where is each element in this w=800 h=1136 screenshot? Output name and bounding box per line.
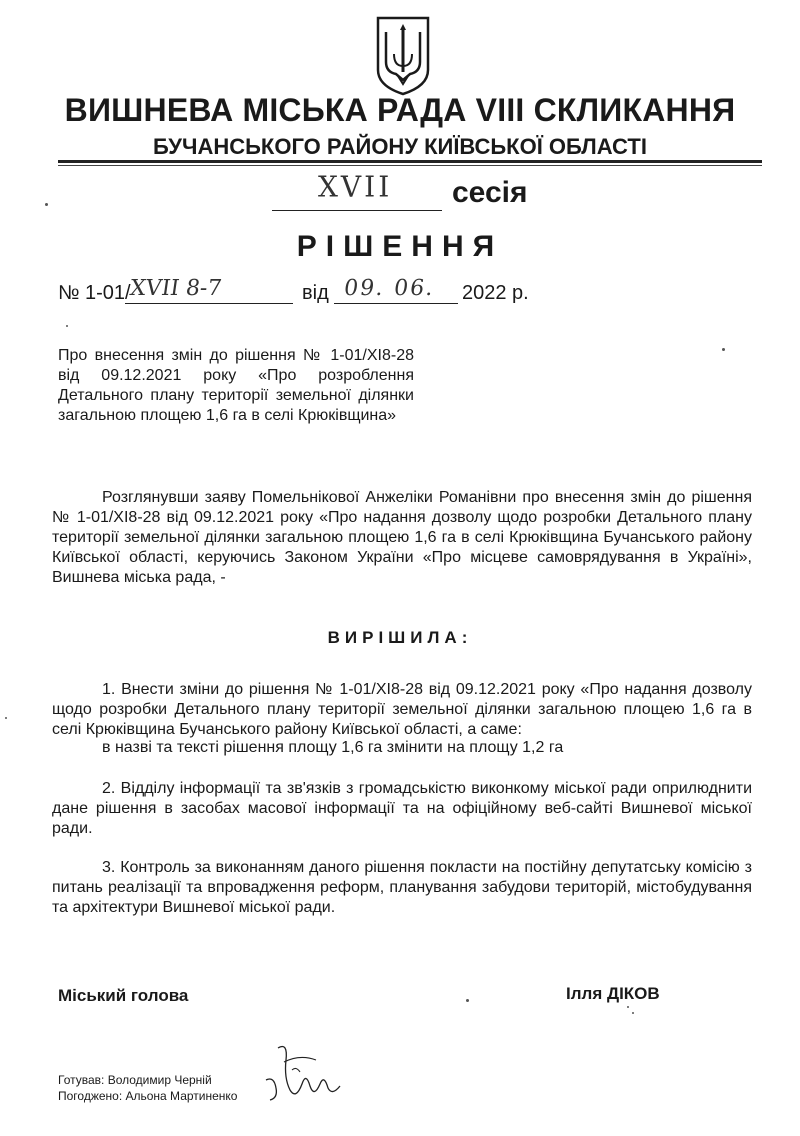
preamble-paragraph: Розглянувши заяву Помельнікової Анжеліки Романівни про внесення змін до рішення № 1-01/XI8-28 від 09.12.2021 року «Про надання дозволу щодо розробки Детального плану території земельної ділянки загальною площею 1,6 га в селі Крюківщина Бучанського району Київської області, керуючись Законом України «Про місцеве самоврядування в Україні», Вишнева міська рада, - [52,489,752,586]
scan-speck [627,1006,629,1008]
decision-number-prefix: № 1-01/ [58,282,131,304]
scan-speck [722,348,725,351]
session-label: сесія [452,176,528,209]
resolution-item-1-detail: в назві та тексті рішення площу 1,6 га змінити на площу 1,2 га [102,739,564,756]
scan-speck [66,325,68,327]
council-subtitle: БУЧАНСЬКОГО РАЙОНУ КИЇВСЬКОЇ ОБЛАСТІ [153,134,647,159]
council-title: ВИШНЕВА МІСЬКА РАДА VIII СКЛИКАННЯ [64,92,736,128]
mayor-name: Ілля ДІКОВ [566,984,660,1003]
handwritten-signature [256,1040,352,1110]
header-divider-thin [58,165,762,166]
prepared-by: Готував: Володимир Черній [58,1073,212,1087]
scan-speck [466,999,469,1002]
decision-subject: Про внесення змін до рішення № 1-01/XI8-28 від 09.12.2021 року «Про розроблення Детального плану території земельної ділянки загальною площею 1,6 га в селі Крюківщина» [58,347,414,424]
resolution-item-1: 1. Внести зміни до рішення № 1-01/XI8-28 від 09.12.2021 року «Про надання дозволу щодо розробки Детального плану території земельної ділянки загальною площею 1,6 га в селі Крюківщина Бучанського району Київської області, а саме: [52,681,752,738]
decision-number-handwritten: XVII 8-7 [128,276,224,301]
scan-speck [632,1012,634,1014]
trident-icon [372,14,434,98]
header-divider-thick [58,160,762,163]
date-from-label: від [302,282,329,304]
resolution-item-3: 3. Контроль за виконанням даного рішення покласти на постійну депутатську комісію з питань реалізації та впровадження реформ, планування забудови територій, містобудування та архітектури Вишневої міської ради. [52,859,752,916]
resolution-item-2: 2. Відділу інформації та зв'язків з громадськістю виконкому міської ради оприлюднити дане рішення в засобах масової інформації та на офіційному веб-сайті Вишневої міської ради. [52,780,752,837]
mayor-label: Міський голова [58,986,189,1005]
decision-title: РІШЕННЯ [296,230,504,263]
session-number-handwritten: XVII [318,169,393,204]
resolved-heading: ВИРІШИЛА: [327,628,473,647]
decision-date-handwritten: 09. 06. [342,276,437,301]
decision-year: 2022 р. [462,282,529,304]
scan-speck [45,203,48,206]
scan-speck [5,717,7,719]
agreed-by: Погоджено: Альона Мартиненко [58,1089,238,1103]
